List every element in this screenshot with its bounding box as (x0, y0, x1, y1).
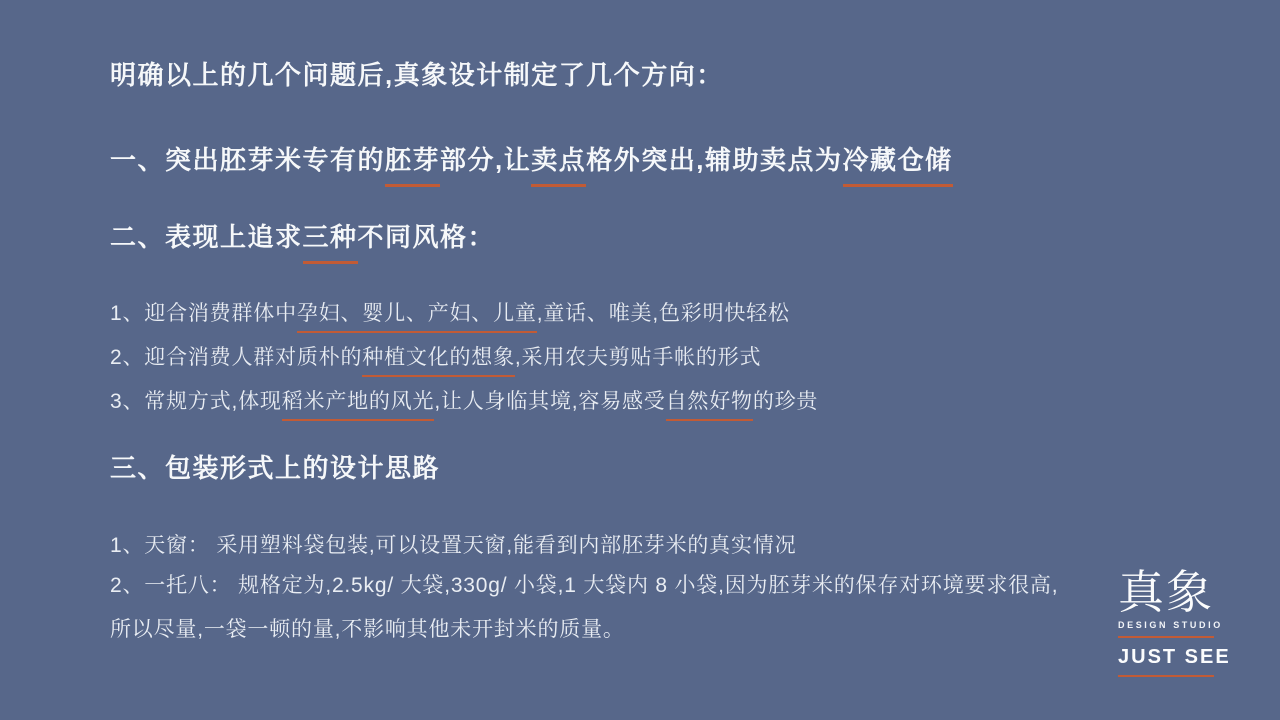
text-segment: 三、包装形式上的设计思路 (110, 453, 441, 483)
packaging-point-2 (110, 564, 1068, 652)
packaging-point-1 (110, 529, 796, 559)
underlined-keyword: 冷藏仓储 (843, 145, 953, 187)
logo-tagline: JUST SEE (1118, 646, 1231, 669)
underlined-keyword: 自然好物 (666, 390, 753, 421)
text-segment: 部分,让 (440, 145, 532, 175)
text-segment: 2、迎合消费人群对质朴的 (110, 346, 363, 369)
underlined-keyword: 胚芽 (385, 145, 440, 187)
underlined-keyword: 孕妇、婴儿、产妇、儿童 (297, 302, 537, 333)
direction-heading-1 (110, 140, 953, 177)
text-segment: 不同风格： (357, 222, 496, 252)
underlined-keyword: 稻米产地的风光 (282, 390, 435, 421)
underlined-keyword: 种植文化的想象 (362, 346, 515, 377)
direction-heading-3 (110, 448, 440, 485)
text-segment: 2、一托八： 规格定为,2.5kg/ 大袋,330g/ 小袋,1 大袋内 8 小袋,因为胚芽米的保存对环境要求很高,所以尽量,一袋一顿的量,不影响其他未开封米的质量。 (110, 574, 1059, 641)
text-segment: ,童话、唯美,色彩明快轻松 (536, 302, 790, 325)
direction-heading-2 (110, 217, 495, 254)
text-segment: 1、迎合消费群体中 (110, 302, 297, 325)
text-segment: 1、天窗： 采用塑料袋包装,可以设置天窗,能看到内部胚芽米的真实情况 (110, 534, 797, 557)
underlined-keyword: 三种 (303, 222, 358, 264)
logo-divider-top (1118, 636, 1214, 638)
text-segment: ,让人身临其境,容易感受 (434, 390, 666, 413)
style-point-1 (110, 297, 790, 327)
text-segment: 格外突出,辅助卖点为 (586, 145, 843, 175)
logo-wordmark: 真象 (1118, 565, 1214, 619)
text-segment: 的珍贵 (752, 390, 819, 413)
text-segment: ,采用农夫剪贴手帐的形式 (514, 346, 762, 369)
text-segment: 二、表现上追求 (110, 222, 303, 252)
studio-logo (1118, 565, 1231, 677)
slide-title (110, 55, 724, 92)
logo-subtitle: DESIGN STUDIO (1118, 620, 1223, 631)
text-segment: 3、常规方式,体现 (110, 390, 282, 413)
style-point-3 (110, 385, 818, 415)
text-segment: 一、突出胚芽米专有的 (110, 145, 386, 175)
style-point-2 (110, 341, 761, 371)
logo-divider-bottom (1118, 675, 1214, 677)
underlined-keyword: 卖点 (531, 145, 586, 187)
slide-title-text: 明确以上的几个问题后,真象设计制定了几个方向： (110, 60, 724, 90)
